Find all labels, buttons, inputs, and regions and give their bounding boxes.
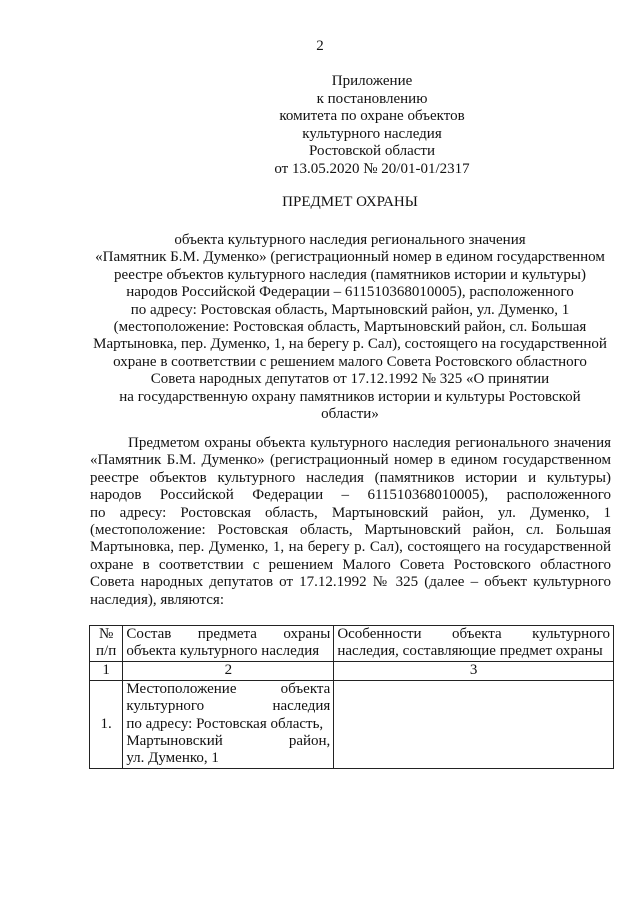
body-line: «Памятник Б.М. Думенко» (регистрационный номер в едином государственном <box>90 452 611 469</box>
composition-text: Мартыновский район, <box>126 733 331 750</box>
header-text: объекта культурного наследия <box>126 643 320 660</box>
composition-text: по адресу: Ростовская область, <box>126 715 324 732</box>
appendix-line: культурного наследия <box>302 125 442 142</box>
body-line: (местоположение: Ростовская область, Мартыновский район, сл. Большая <box>90 522 611 539</box>
column-number: 2 <box>123 661 334 680</box>
column-number: 1 <box>90 661 123 680</box>
header-text: Состав предмета охраны <box>126 626 331 642</box>
body-line: наследия), являются: <box>90 591 224 608</box>
description-line: охране в соответствии с решением малого Совета Ростовского областного <box>113 353 587 370</box>
header-text: п/п <box>96 643 117 660</box>
composition-text: культурного наследия <box>126 698 331 715</box>
page-number: 2 <box>316 38 324 54</box>
object-description <box>90 232 610 423</box>
features-cell <box>334 680 614 768</box>
header-text: наследия, составляющие предмет охраны <box>337 643 603 660</box>
description-line: на государственную охрану памятников истории и культуры Ростовской <box>119 388 581 405</box>
header-features-cell <box>334 626 614 662</box>
description-line: Мартыновка, пер. Думенко, 1, на берегу р. Сал), состоящего на государственной <box>93 336 607 353</box>
protection-subject-table <box>89 625 614 769</box>
body-line: Мартыновка, пер. Думенко, 1, на берегу р. Сал), состоящего на государственной <box>90 539 611 556</box>
body-line: народов Российской Федерации – 611510368010005), расположенного <box>90 487 611 504</box>
table-row <box>90 680 614 768</box>
body-paragraph <box>90 435 611 609</box>
description-line: (местоположение: Ростовская область, Мартыновский район, сл. Большая <box>113 319 587 336</box>
description-line: области» <box>321 406 379 423</box>
composition-text: ул. Думенко, 1 <box>126 750 219 767</box>
appendix-line: Ростовской области <box>309 143 435 159</box>
table-header-row <box>90 626 614 662</box>
column-number: 3 <box>334 661 614 680</box>
description-line: «Памятник Б.М. Думенко» (регистрационный номер в едином государственном <box>95 249 605 266</box>
document-title: ПРЕДМЕТ ОХРАНЫ <box>282 194 418 210</box>
appendix-line: к постановлению <box>316 90 428 107</box>
description-line: объекта культурного наследия регионального значения <box>174 232 526 248</box>
header-number-cell <box>90 626 123 662</box>
appendix-line: комитета по охране объектов <box>279 108 465 124</box>
appendix-line: от 13.05.2020 № 20/01-01/2317 <box>274 160 470 177</box>
description-line: народов Российской Федерации – 611510368010005), расположенного <box>126 284 574 301</box>
appendix-line: Приложение <box>331 73 413 89</box>
column-number-row <box>90 661 614 680</box>
body-line: реестре объектов культурного наследия (памятников истории и культуры) <box>90 469 611 486</box>
body-line: Предметом охраны объекта культурного наследия регионального значения <box>128 435 611 451</box>
body-line: Совета народных депутатов от 17.12.1992 № 325 (далее – объект культурного <box>90 574 611 591</box>
header-text: Особенности объекта культурного <box>337 626 610 642</box>
body-line: охране в соответствии с решением Малого Совета Ростовского областного <box>90 556 611 573</box>
row-number: 1. <box>90 680 123 768</box>
composition-cell <box>123 680 334 768</box>
composition-text: Местоположение объекта <box>126 680 331 697</box>
description-line: Совета народных депутатов от 17.12.1992 № 325 «О принятии <box>150 371 550 388</box>
header-composition-cell <box>123 626 334 662</box>
header-text: № <box>99 626 114 642</box>
description-line: по адресу: Ростовская область, Мартыновский район, ул. Думенко, 1 <box>130 301 570 318</box>
description-line: реестре объектов культурного наследия (памятников истории и культуры) <box>114 266 586 283</box>
body-line: по адресу: Ростовская область, Мартыновский район, ул. Думенко, 1 <box>90 504 611 521</box>
